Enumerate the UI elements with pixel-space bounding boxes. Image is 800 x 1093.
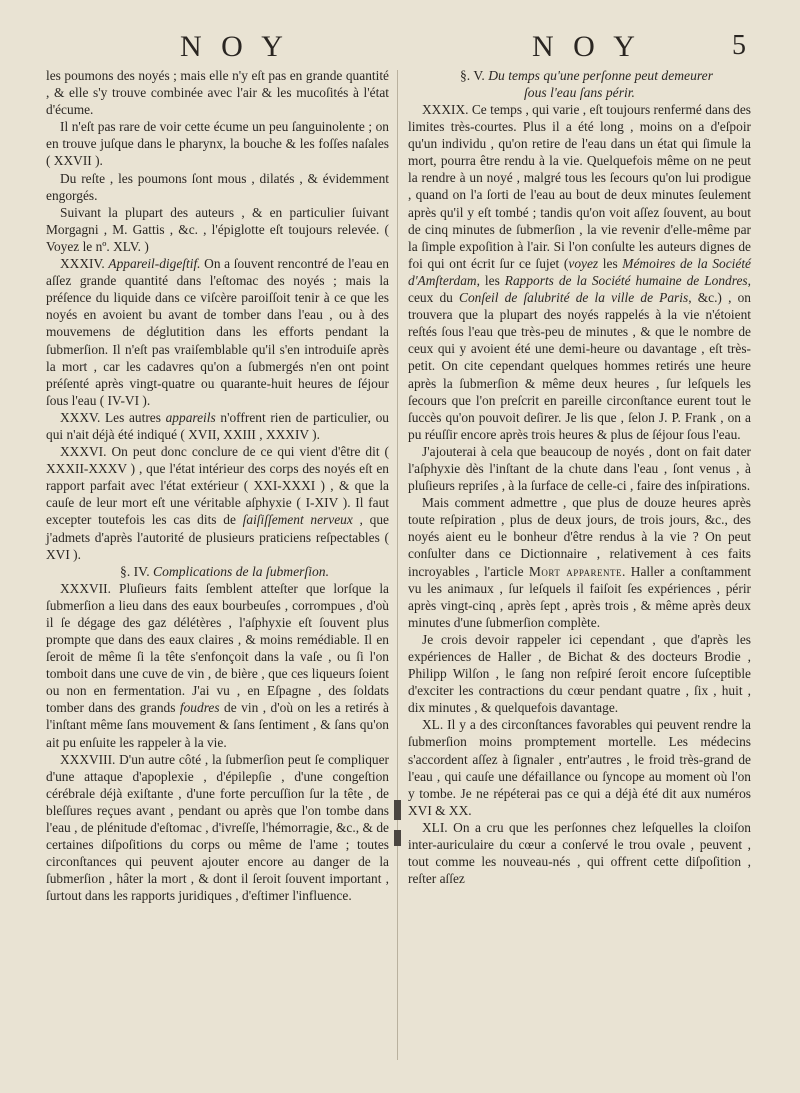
section-number: §. V. [460,68,485,83]
paragraph [46,443,389,563]
paragraph: Il n'eſt pas rare de voir cette écume un peu ſanguinolente ; on en trouve juſque dans le pharynx, la bouche & les foſſes naſales ( XXVII ). [46,119,389,169]
italic-term: Rapports de la Société humaine de Londres [504,272,748,288]
section-number: §. IV. [120,563,150,579]
paragraph: les poumons des noyés ; mais elle n'y eſt pas en grande quantité , & elle s'y trouve combinée avec l'air & les mucoſités à l'état d'écume. [46,68,389,118]
paragraph-text: , &c.) , on trouvera que la plupart des noyés rappelés à la vie n'étoient reſtés ſous l'eau que très-peu de minutes , & que le nombre de ceux qui y avoient été une demi-heure ou davantage , eſt très-petit. On cite cependant quelques hommes retirés une heure après la ſubmerſion & même deux heures , ſur leſquels les ſecours que l'on preſcrit en pareille circonſtance eurent tout le ſuccès qu'on pouvoit deſirer. Je lis que , ſelon J. P. Frank , on a pu réuſſir encore après trois heures & plus de ſéjour ſous l'eau. [408,290,751,442]
paragraph-text: , les [476,272,500,288]
paragraph-text: . Haller a conſtamment vu les animaux , ſur leſquels il faiſoit ſes expériences , périr après vingt-cinq , après ſept , après trois , & même après deux minutes d'une ſubmerſion complète. [408,563,751,630]
running-head-right: N O Y [532,30,641,63]
paragraph-text: On a ſouvent rencontré de l'eau en aſſez grande quantité dans l'eſtomac des noyés ; mais la préſence du liquide dans ce viſcère paroiſſoit tenir à ce que les noyés en avoient bu avant de tomber dans l'eau , ou à des mouvemens de déglutition dans les efforts pendant la ſubmerſion. Il n'eſt pas vraiſemblable qu'il s'en introduiſe après la mort , car les cadavres qu'on a ſubmergés n'en ont point préſenté après vingt-quatre ou quarante-huit heures de ſéjour ſous l'eau ( IV-VI ). [46,256,389,408]
italic-term: Mémoires de la Société d'Amſterdam [408,255,751,288]
section-heading [408,67,751,101]
paragraph: XLI. On a cru que les perſonnes chez leſquelles la cloiſon inter-auriculaire du cœur a conſervé le trou ovale , peuvent , tout comme les nouveau-nés , qui offrent cette diſpoſition , reſter aſſez [408,819,751,887]
paragraph-text: XXXIX. Ce temps , qui varie , eſt toujours renfermé dans des limites très-courtes. Plus il a été long , moins on a d'eſpoir qu'un individu , qu'on retire de l'eau dans un état qui ſimule la mort, pourra être rendu à la vie. Quelquefois même on ne peut la rendre à un noyé , malgré tous les ſecours qu'on lui prodigue , quand on l'a ſorti de l'eau au bout de deux minutes ſeulement après qu'il y eſt tombé ; tandis qu'on voit aſſez ſouvent, au bout de cinq minutes de ſubmerſion , la vie revenir d'elle-même par la ſimple expoſition à l'air. Si l'on conſulte les auteurs dignes de foi qui ont écrit ſur ce ſujet ( [408,102,751,271]
paragraph [408,494,751,631]
paragraph-text: XXXVI. On peut donc conclure de ce qui vient d'être dit ( XXXII-XXXV ) , que l'état intérieur des corps des noyés eſt en rapport parfait avec l'état extérieur ( XXI-XXXI ) , & que la cauſe de leur mort eſt une véritable aſphyxie ( I-XIV ). Il faut excepter toutefois les cas dits de [46,444,389,528]
paragraph-text: que j'admets d'après l'autorité de plusieurs praticiens reſpectables ( XVI ). [46,512,389,562]
paragraph-text: Mais comment admettre , que plus de douze heures après toute reſpiration , plus de deux jours, de trois jours, &c., des noyés aient eu le bonheur d'être rendus à la vie ? On peut conſulter dans ce Dictionnaire , relativement à ces faits incroyables , l'article [408,495,751,579]
article-number: XXXIV. [60,256,105,272]
page-number: 5 [732,30,752,61]
italic-term: Appareil-digeſtif. [108,256,201,272]
section-heading [46,563,389,580]
italic-term: ſaiſiſſement nerveux , [242,512,363,528]
paragraph: Suivant la plupart des auteurs , & en particulier ſuivant Morgagni , M. Gattis , &c. , l'épiglotte eſt toujours relevée. ( Voyez le nº. XLV. ) [46,204,389,254]
italic-term: appareils [165,409,216,425]
section-title: Complications de la ſubmerſion. [153,563,329,579]
paragraph: XXXVIII. D'un autre côté , la ſubmerſion peut ſe compliquer d'une attaque d'apoplexie , d'épilepſie , d'une congeſtion cérébrale déjà exiſtante , d'une forte percuſſion ſur la tête , de bleſſures reçues avant , pendant ou après que l'on tombe dans l'eau , de plénitude d'eſtomac , d'ivreſſe, l'hémorragie, &c., & de certaines diſpoſitions du corps ou même de l'ame ; toutes circonſtances qui peuvent ajouter encore au danger de la ſubmerſion , hâter la mort , & dont il ſeroit ſouvent important , ſurtout dans les rapports juridiques , d'eſtimer l'influence. [46,751,389,904]
section-title: Du temps qu'une perſonne peut demeurer [488,68,713,83]
paragraph [46,409,389,443]
paragraph-text: les [602,255,618,271]
paragraph [46,255,389,409]
italic-term: Conſeil de ſalubrité de la ville de Paris [459,290,689,306]
running-head-left: N O Y [180,30,289,63]
paragraph-text: n'offrent rien de particulier, ou qui n'ait déjà été indiqué ( XVII, XXIII , XXXIV ). [46,409,389,442]
column-divider [397,70,398,1060]
italic-term: voyez [568,255,599,271]
running-header [40,30,752,70]
paragraph-text: de vin , d'où on les a retirés à l'inſtant même ſans mouvement & ſans ſentiment , & ſans qu'on ait pu enſuite les rappeler à la vie. [46,700,389,750]
paragraph-text: XXXVII. Pluſieurs faits ſemblent atteſter que lorſque la ſubmerſion a lieu dans des eaux bourbeuſes , corrompues , d'où il ſe dégage des gaz délétères , l'aſphyxie eſt ſouvent plus prompte que dans des eaux claires , & moins remédiable. Il en ſeroit de même ſi la tête s'enfonçoit dans la vaſe , ou ſi l'on tomboit dans une cuve de vin , de bière , que ces liqueurs ſoient ou non en fermentation. J'ai vu , en Eſpagne , des ſoldats tomber dans des grands [46,580,389,716]
paragraph: XL. Il y a des circonſtances favorables qui peuvent rendre la ſubmerſion moins promptement mortelle. Les médecins s'accordent aſſez à ſignaler , entr'autres , le froid très-grand de l'eau , qui cauſe une défaillance ou ſyncope au moment où l'on y tombe. Je ne répéterai pas ce qui a déjà été dit aux numéros XVI & XX. [408,717,751,818]
paragraph: Je crois devoir rappeler ici cependant , que d'après les expériences de Haller , de Bichat & des docteurs Brodie , Philipp Wilſon , le ſang non reſpiré ſeroit encore ſuſceptible d'exciter les contractions du cœur pendant quatre , ſix , huit , dix minutes , & quelquefois davantage. [408,631,751,716]
left-column [46,67,389,905]
section-title-line2: ſous l'eau ſans périr. [524,85,635,100]
right-column [408,67,751,887]
italic-term: foudres [179,700,220,716]
cross-reference: Mort apparente [529,563,622,579]
paragraph: Du reſte , les poumons ſont mous , dilatés , & évidemment engorgés. [46,170,389,203]
margin-mark [394,800,401,820]
paragraph: J'ajouterai à cela que beaucoup de noyés , dont on fait dater l'aſphyxie dès l'inſtant de la chute dans l'eau , ſont venus , à pluſieurs repriſes , à la ſurface de celle-ci , faire des inſpirations. [408,443,751,494]
paragraph [408,101,751,443]
paragraph-text: XXXV. Les autres [60,409,161,425]
paragraph [46,580,389,751]
margin-mark [394,830,401,846]
paragraph-text: , ceux du [408,272,751,306]
